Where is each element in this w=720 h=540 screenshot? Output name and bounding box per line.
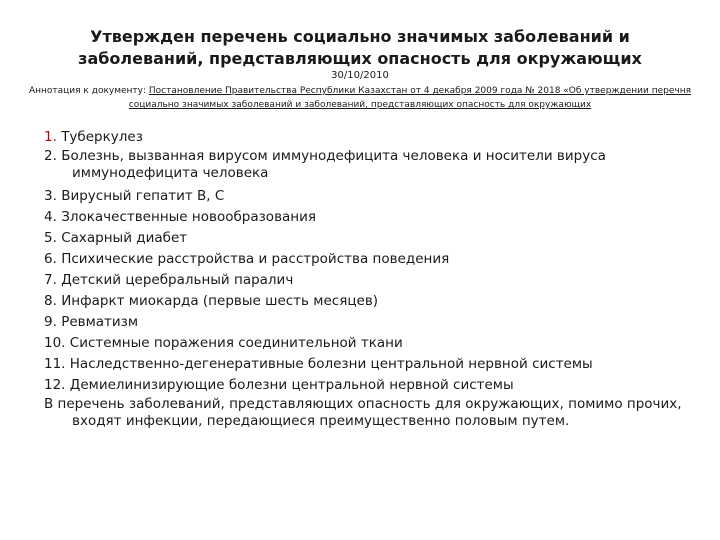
list-item-text: Ревматизм [61,314,139,330]
list-item-number: 9. [44,314,57,330]
list-item [44,249,684,270]
list-item-text: Инфаркт миокарда (первые шесть месяцев) [61,293,379,309]
list-item [44,375,684,396]
list-item-number: 7. [44,272,57,288]
list-item-text: Детский церебральный паралич [61,272,294,288]
list-item-number: 3. [44,188,57,204]
list-item [44,148,684,182]
publication-date: 30/10/2010 [331,70,389,81]
footer-note: В перечень заболеваний, представляющих опасность для окружающих, помимо прочих, входят инфекции, передающиеся преимущественно половым путем. [44,396,682,429]
annotation [28,84,692,112]
list-item-number: 11. [44,356,66,372]
list-item [44,207,684,228]
list-item [44,333,684,354]
list-item-number: 10. [44,335,66,351]
annotation-prefix: Аннотация к документу: [28,86,149,96]
list-item [44,312,684,333]
list-item-text: Вирусный гепатит В, С [61,188,225,204]
list-item-number: 12. [44,377,66,393]
list-item [44,291,684,312]
list-item-text: Туберкулез [61,129,143,145]
disease-list [44,127,684,434]
list-item-text: Системные поражения соединительной ткани [69,335,403,351]
list-item-text: Болезнь, вызванная вирусом иммунодефицита человека и носители вируса иммунодефицита человека [61,148,606,181]
annotation-link[interactable]: Постановление Правительства Республики Казахстан от 4 декабря 2009 года № 2018 «Об утверждении перечня социально значимых заболеваний и заболеваний, представляющих опасность для окружающих [128,86,691,110]
list-item-text: Злокачественные новообразования [61,209,317,225]
list-item-text: Демиелинизирующие болезни центральной нервной системы [69,377,514,393]
list-item-number: 8. [44,293,57,309]
list-item [44,186,684,207]
list-item-text: Психические расстройства и расстройства поведения [61,251,450,267]
list-item-number: 2. [44,148,57,164]
list-item-text: Наследственно-дегенеративные болезни центральной нервной системы [69,356,593,372]
list-item [44,270,684,291]
list-item-number: 5. [44,230,57,246]
list-item-number: 1. [44,129,57,145]
list-item-number: 6. [44,251,57,267]
page-title: Утвержден перечень социально значимых заболеваний и заболеваний, представляющих опасность для окружающих [78,27,642,68]
list-item [44,127,684,148]
list-item-number: 4. [44,209,57,225]
list-item-text: Сахарный диабет [61,230,188,246]
list-item [44,354,684,375]
list-item [44,228,684,249]
